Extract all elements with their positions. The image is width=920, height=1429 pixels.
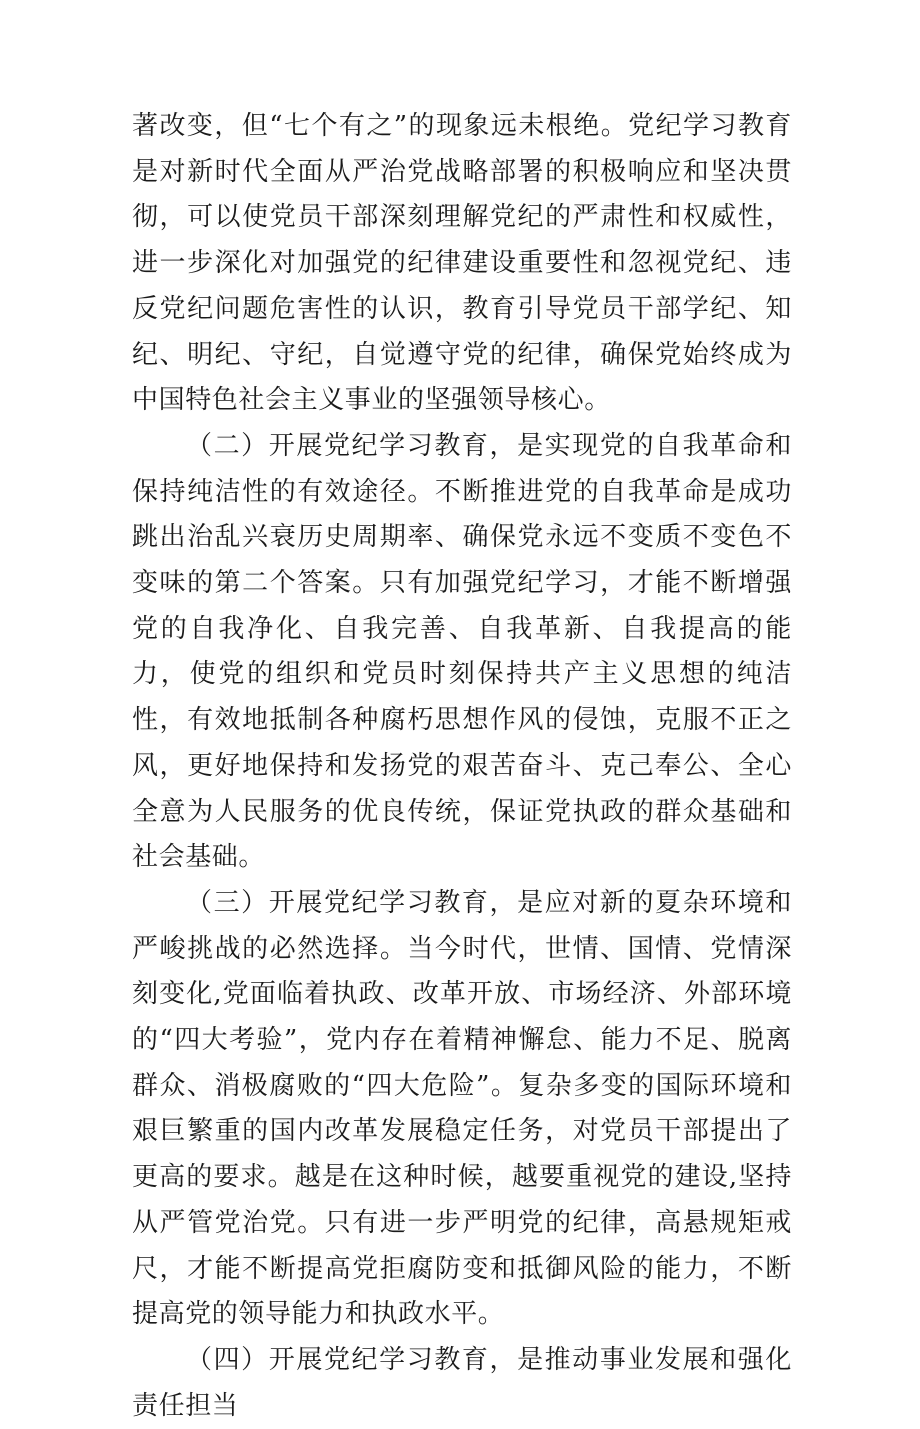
paragraph-section-3: （三）开展党纪学习教育，是应对新的夏杂环境和严峻挑战的必然选择。当今时代，世情、国情、党情深刻变化,党面临着执政、改革开放、市场经济、外部环境的“四大考验”，党内存在着精神懈怠、能力不足、脱离群众、消极腐败的“四大危险”。复杂多变的国际环境和艰巨繁重的国内改革发展稳定任务，对党员干部提出了更高的要求。越是在这种时候，越要重视党的建设,坚持从严管党治党。只有进一步严明党的纪律，高悬规矩戒尺，才能不断提高党拒腐防变和抵御风险的能力，不断提高党的领导能力和执政水平。 — [132, 887, 792, 1330]
paragraph-continuation: 著改变，但“七个有之”的现象远未根绝。党纪学习教育是对新时代全面从严治党战略部署的积极响应和坚决贯彻，可以使党员干部深刻理解党纪的严肃性和权威性，进一步深化对加强党的纪律建设重要性和忽视党纪、违反党纪问题危害性的认识，教育引导党员干部学纪、知纪、明纪、守纪，自觉遵守党的纪律，确保党始终成为中国特色社会主义事业的坚强领导核心。 — [132, 111, 792, 416]
paragraph-section-2: （二）开展党纪学习教育，是实现党的自我革命和保持纯洁性的有效途径。不断推进党的自我革命是成功跳出治乱兴衰历史周期率、确保党永远不变质不变色不变味的第二个答案。只有加强党纪学习，才能不断增强党的自我净化、自我完善、自我革新、自我提高的能力，使党的组织和党员时刻保持共产主义思想的纯洁性，有效地抵制各种腐朽思想作风的侵蚀，克服不正之风，更好地保持和发扬党的艰苦奋斗、克己奉公、全心全意为人民服务的优良传统，保证党执政的群众基础和社会基础。 — [132, 430, 792, 873]
paragraph-section-4: （四）开展党纪学习教育，是推动事业发展和强化责任担当 — [132, 1344, 792, 1421]
document-body — [132, 104, 792, 1429]
